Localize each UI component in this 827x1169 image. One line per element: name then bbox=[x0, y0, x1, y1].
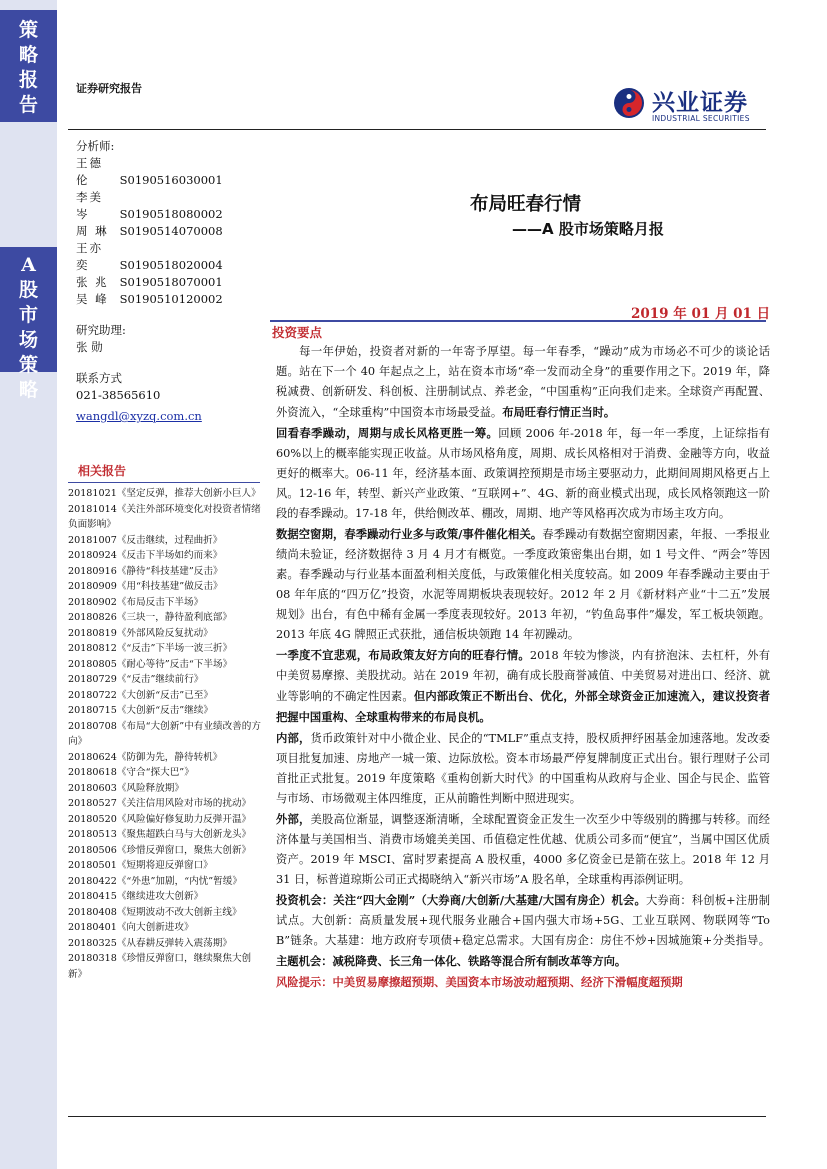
paragraph-emphasis: 布局旺春行情正当时。 bbox=[502, 405, 616, 419]
related-report-link[interactable]: 20180408《短期波动不改大创新主线》 bbox=[68, 906, 242, 918]
related-report-link[interactable]: 20180603《风险释放期》 bbox=[68, 782, 184, 794]
analyst-name: 王德伦 bbox=[76, 156, 103, 187]
paragraph-emphasis: 但内部政策正不断出台、优化，外部全球资金正加速流入，建议投资者把握中国重构、全球重构带来的布局良机。 bbox=[276, 689, 770, 724]
contact-email-link[interactable]: wangdl@xyzq.com.cn bbox=[76, 409, 202, 423]
related-report-link[interactable]: 20181014《关注外部环境变化对投资者情绪负面影响》 bbox=[68, 503, 261, 530]
logo-text-en: INDUSTRIAL SECURITIES bbox=[652, 114, 750, 123]
sidebar-char: 市 bbox=[18, 304, 38, 326]
related-report-link[interactable]: 20180909《用“科技基建”做反击》 bbox=[68, 581, 223, 592]
analyst-id: S0190514070008 bbox=[119, 224, 223, 238]
related-report-link[interactable]: 20180618《守合“探大巴”》 bbox=[68, 767, 194, 778]
paragraph-text: 货币政策针对中小微企业、民企的“TMLF”重点支持，股权质押纾困基金加速落地。发改委项目批复加速、房地产一城一策、边际放松。资本市场最严停复牌制度正式出台。银行理财子公司首批正式批复。2019 年度策略《重构创新大时代》的中国重构从政府与企业、国企与民企、监管与市场、市场微观主体四维度，正从前瞻性判断中照进现实。 bbox=[276, 732, 770, 805]
related-report-link[interactable]: 20180624《防御为先，静待转机》 bbox=[68, 751, 223, 763]
analyst-info bbox=[76, 138, 261, 425]
related-report-link[interactable]: 20181021《坚定反弹，推荐大创新小巨人》 bbox=[68, 488, 261, 499]
sidebar-char: 略 bbox=[18, 44, 38, 66]
footer-divider bbox=[68, 1116, 766, 1117]
header-divider bbox=[68, 129, 766, 130]
report-date: 2019 年 01 月 01 日 bbox=[631, 306, 771, 322]
related-report-link[interactable]: 20180819《外部风险反复扰动》 bbox=[68, 627, 213, 639]
related-reports-list bbox=[68, 486, 262, 982]
analyst-id: S0190516030001 bbox=[119, 173, 223, 187]
analyst-row bbox=[76, 189, 261, 223]
related-report-link[interactable]: 20180916《静待“科技基建”反击》 bbox=[68, 565, 223, 577]
analyst-id: S0190510120002 bbox=[119, 292, 223, 306]
related-report-link[interactable]: 20180805《耐心等待”反击“下半场》 bbox=[68, 658, 233, 670]
logo-text-cn: 兴业证券 bbox=[652, 90, 748, 116]
related-report-link[interactable]: 20180722《大创新“反击”已至》 bbox=[68, 689, 213, 701]
related-report-link[interactable]: 20180520《风险偏好修复助力反弹开温》 bbox=[68, 813, 252, 825]
sidebar-char: 股 bbox=[18, 279, 38, 301]
analyst-label: 分析师: bbox=[76, 139, 115, 153]
key-points-label: 投资要点 bbox=[272, 325, 323, 340]
related-report-link[interactable]: 20180527《关注信用风险对市场的扰动》 bbox=[68, 798, 252, 809]
analyst-row bbox=[76, 155, 261, 189]
related-report-link[interactable]: 20180715《大创新“反击”继续》 bbox=[68, 705, 213, 716]
paragraph-text: 回顾 2006 年-2018 年，每一年一季度，上证综指有 60%以上的概率能实现正收益。从市场风格角度，周期、成长风格相对于消费、金融等方向，收益更好的概率大。06-11 年，经济基本面、政策调控预期是市场主要驱动力，此期间周期风格更占上风。12-16 年，转型、新兴产业政策、“互联网+”、4G、新的商业模式出现，成长风格领跑这一阶段的春季躁动。17-18 年，供给侧改革、棚改，周期、地产等风格再次成为市场主攻方向。 bbox=[276, 427, 770, 520]
analyst-id: S0190518080002 bbox=[119, 207, 223, 221]
company-logo bbox=[612, 84, 772, 130]
related-report-link[interactable]: 20180401《向大创新进攻》 bbox=[68, 922, 194, 933]
paragraph bbox=[276, 524, 770, 645]
paragraph-emphasis: 内部， bbox=[276, 731, 311, 745]
paragraph bbox=[276, 809, 770, 890]
logo-emblem-icon bbox=[612, 86, 646, 120]
sidebar bbox=[0, 0, 57, 1169]
related-report-link[interactable]: 20180708《布局“大创新”中有业绩改善的方向》 bbox=[68, 720, 261, 747]
related-reports-label: 相关报告 bbox=[78, 464, 127, 478]
analyst-row bbox=[76, 291, 261, 308]
report-subtitle: ——A 股市场策略月报 bbox=[512, 220, 664, 238]
sidebar-char: 略 bbox=[18, 379, 38, 401]
paragraph-text: 春季躁动有数据空窗期因素，年报、一季报业绩尚未验证，经济数据待 3 月 4 月才有概览。一季度政策密集出台期，如 1 号文件、“两会”等因素。春季躁动与行业基本面盈利相关度低，与政策催化相关度较高。如 2009 年春季躁动主要由于 08 年年底的“四万亿”投资，水泥等周期板块表现较好。2012 年 2 月《新材料产业“十二五”发展规划》出台，有色中稀有金属一季度表现较好。2013 年初，“钓鱼岛事件”爆发，军工板块领跑。2013 年底 4G 牌照正式获批，通信板块领跑 14 年初躁动。 bbox=[276, 528, 770, 641]
analyst-name: 吴 峰 bbox=[76, 292, 109, 306]
paragraph bbox=[276, 423, 770, 524]
paragraph-emphasis: 外部， bbox=[276, 812, 311, 826]
analyst-name: 周 琳 bbox=[76, 224, 109, 238]
related-report-link[interactable]: 20180506《珍惜反弹窗口，聚焦大创新》 bbox=[68, 844, 252, 856]
sidebar-char: 策 bbox=[18, 354, 38, 376]
analyst-name: 王亦奕 bbox=[76, 241, 103, 272]
paragraph-text: 美股高位渐显，调整逐渐清晰，全球配置资金正发生一次至少中等级别的腾挪与转移。而经济体量与美国相当、消费市场媲美美国、币值稳定性优越、优质公司多而“便宜”，当属中国区优质资产。2019 年 MSCI、富时罗素提高 A 股权重，4000 多亿资金已是箭在弦上。2018 年 12 月 31 日，标普道琼斯公司正式揭晓纳入“新兴市场”A 股名单，全球重构再添例证明。 bbox=[276, 813, 770, 886]
related-report-link[interactable]: 20181007《反击继续，过程曲折》 bbox=[68, 534, 223, 546]
key-points-body bbox=[276, 342, 770, 992]
analyst-id: S0190518020004 bbox=[119, 258, 223, 272]
paragraph-emphasis: 一季度不宜悲观，布局政策友好方向的旺春行情。 bbox=[276, 648, 530, 662]
sidebar-char: 报 bbox=[18, 69, 38, 91]
related-report-link[interactable]: 20180513《聚焦超跌白马与大创新龙头》 bbox=[68, 829, 252, 840]
analyst-name: 李美岑 bbox=[76, 190, 103, 221]
analyst-row bbox=[76, 274, 261, 291]
related-report-link[interactable]: 20180422《“外患”加剧，“内忧”暂缓》 bbox=[68, 875, 242, 887]
key-points-header bbox=[270, 320, 766, 338]
analyst-row bbox=[76, 223, 261, 240]
paragraph-emphasis: 回看春季躁动，周期与成长风格更胜一筹。 bbox=[276, 426, 499, 440]
contact-phone: 021-38565610 bbox=[76, 388, 161, 402]
analyst-name: 张 兆 bbox=[76, 275, 109, 289]
related-reports-header bbox=[68, 462, 260, 483]
paragraph-emphasis: 数据空窗期，春季躁动行业多与政策/事件催化相关。 bbox=[276, 527, 543, 541]
paragraph bbox=[276, 645, 770, 728]
related-report-link[interactable]: 20180812《“反击”下半场一波三折》 bbox=[68, 643, 233, 654]
paragraph bbox=[276, 890, 770, 972]
paragraph-emphasis: 投资机会：关注“四大金刚”（大券商/大创新/大基建/大国有房企）机会。 bbox=[276, 893, 646, 907]
analyst-id: S0190518070001 bbox=[119, 275, 223, 289]
sidebar-char: 告 bbox=[18, 94, 38, 116]
related-report-link[interactable]: 20180902《布局反击下半场》 bbox=[68, 596, 204, 608]
related-report-link[interactable]: 20180415《继续进攻大创新》 bbox=[68, 891, 204, 902]
paragraph-text: 2018 年较为惨淡，内有挤泡沫、去杠杆，外有中美贸易摩擦、美股扰动。站在 2019 年初，确有成长股商誉减值、中美贸易对进出口、经济、就业等影响的不确定性因素。 bbox=[276, 649, 770, 703]
related-report-link[interactable]: 20180826《三块一，静待盈利底部》 bbox=[68, 612, 232, 623]
paragraph bbox=[276, 342, 770, 423]
related-report-link[interactable]: 20180924《反击下半场如约而来》 bbox=[68, 550, 223, 561]
analyst-row bbox=[76, 240, 261, 274]
paragraph-emphasis: 主题机会：减税降费、长三角一体化、铁路等混合所有制改革等方向。 bbox=[276, 954, 627, 968]
sidebar-char: A bbox=[21, 254, 36, 276]
related-report-link[interactable]: 20180325《从春耕反弹转入震荡期》 bbox=[68, 937, 232, 949]
paragraph bbox=[276, 728, 770, 809]
report-title: 布局旺春行情 bbox=[470, 194, 582, 215]
sidebar-tab-a-share-strategy bbox=[0, 247, 57, 401]
assistant-label: 研究助理: bbox=[76, 323, 126, 337]
sidebar-char: 策 bbox=[18, 19, 38, 41]
related-report-link[interactable]: 20180318《珍惜反弹窗口，继续聚焦大创新》 bbox=[68, 953, 252, 980]
contact-label: 联系方式 bbox=[76, 371, 122, 385]
paragraph-text: 每一年伊始，投资者对新的一年寄予厚望。每一年春季，“躁动”成为市场必不可少的谈论话题。站在下一个 40 年起点之上，站在资本市场“牵一发而动全身”的重要作用之下。2019 年，降税减费、创新研发、科创板、注册制试点、养老金，“中国重构”正向我们走来。全球资产再配置、外资流入，“全球重构”中国资本市场最受益。 bbox=[276, 345, 770, 419]
related-report-link[interactable]: 20180501《短期将迎反弹窗口》 bbox=[68, 860, 213, 871]
paragraph-text: 大券商：科创板+注册制试点。大创新：高质量发展+现代服务业融合+国内强大市场+5G、工业互联网、物联网等“To B”链条。大基建：地方政府专项债+稳定总需求。大国有房企：房住不炒+因城施策+分类指导。 bbox=[276, 894, 770, 947]
related-report-link[interactable]: 20180729《“反击”继续前行》 bbox=[68, 674, 204, 685]
risk-warning: 风险提示：中美贸易摩擦超预期、美国资本市场波动超预期、经济下滑幅度超预期 bbox=[276, 975, 683, 989]
sidebar-char: 场 bbox=[18, 329, 38, 351]
assistant-name: 张 勋 bbox=[76, 340, 103, 354]
sidebar-tab-strategy-report bbox=[0, 10, 57, 122]
report-type: 证券研究报告 bbox=[76, 82, 142, 95]
